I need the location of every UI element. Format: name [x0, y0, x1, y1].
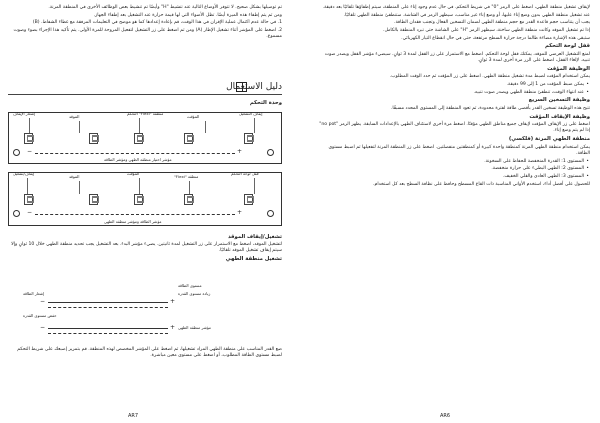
zone-display: [24, 194, 33, 205]
bullet-item: • يمكن ضبط المؤقت من 1 إلى 99 دقيقة.: [316, 82, 590, 88]
panel-caption: مؤشر الطاقة ومؤشر منطقة الطهي: [104, 219, 162, 224]
page-number: AR6: [440, 412, 451, 419]
manual-title: دليل الاستعمال: [226, 82, 282, 92]
leader-line: [79, 181, 80, 194]
lock-button[interactable]: [267, 149, 274, 156]
control-panel-diagram-1: [8, 112, 282, 164]
lock-button[interactable]: [267, 210, 274, 217]
leader-line: [139, 118, 140, 133]
minus-icon[interactable]: −: [27, 209, 33, 216]
panel-label: منطقة "Flexi" التحكم: [127, 111, 164, 116]
paragraph: يمكن استخدام المؤقت لضبط مدة تشغيل منطقة الطهي. اضغط على زر المؤقت ثم حدد الوقت المطلوب.: [389, 74, 590, 80]
panel-label: الموقد: [69, 174, 80, 179]
panel-label: منطقة "Flexi": [174, 174, 199, 179]
leader-line: [79, 121, 80, 133]
paragraph: للحصول على أفضل أداء، استخدم الأواني المناسبة ذات القاع المسطح وحافظ على نظافة السطح بعد كل استخدام.: [373, 181, 590, 187]
paragraph: لإيقاف تشغيل منطقة الطهي، اضغط على الرمز "0" في شريط التحكم. في حال عدم وجود إناء على المنطقة، سيتم إطفاؤها تلقائيًا بعد دقيقة.: [322, 5, 590, 10]
bullet-item: • المستوى 2: الطهي البطيء على حرارة منخفضة.: [316, 166, 590, 172]
page-number: AR7: [128, 412, 139, 419]
panel-label: إشعار الإيقاف: [13, 111, 36, 116]
paragraph: يجب أن يتناسب حجم قاعدة القدر مع حجم منطقة الطهي لضمان التسخين الفعال وتجنب فقدان الطاقة.: [393, 20, 590, 26]
zone-display: [134, 194, 143, 205]
minus-icon: −: [40, 298, 46, 305]
bullet-item: • المستوى 1: القدرة المنخفضة للحفاظ على السخونة.: [316, 159, 590, 165]
zone-display: [184, 133, 193, 144]
leader-line: [254, 178, 255, 194]
diagram-label: إشعار الطاقة: [23, 291, 45, 296]
leader-line: [27, 178, 28, 194]
leader-line: [29, 118, 30, 133]
zone-display: [89, 133, 98, 144]
paragraph: لمنع التشغيل العرضي للموقد، يمكنك قفل لوحة التحكم. اضغط مع الاستمرار على زر القفل لمدة 3 ثوانٍ. سيضيء مؤشر القفل ويصدر صوت تنبيه. لإلغاء القفل، اضغط على الزر مرة أخرى لمدة 3 ثوانٍ.: [324, 52, 590, 64]
paragraph: تم توصيلها بشكل صحيح. لا تتوفر الأوضاع التالية عند تنشيط "H" وأيضًا تم تنشيط بعض الوظائف الأخرى في المنطقة المرنة.: [48, 5, 282, 10]
section-heading: وحدة التحكم: [249, 99, 282, 106]
paragraph: ومن ثم يتم إطفاء هذه الميزة أيضًا. تظل الأضواء التي لها قيمة حرارة عند التشغيل بعد إطفاء الجهاز.: [93, 12, 282, 18]
leader-line: [139, 178, 140, 194]
zone-display: [24, 133, 33, 144]
diagram-label: مؤشر منطقة الطهي: [178, 325, 211, 330]
power-bar-scale: [48, 307, 168, 308]
right-page: [300, 0, 600, 423]
paragraph: عند تشغيل منطقة الطهي بدون وضع إناء عليها، أو وضع إناء غير مناسب، سيظهر الرمز في الشاشة. ستنطفئ منطقة الطهي تلقائيًا.: [343, 12, 590, 18]
panel-label: إيقاف التشغيل: [239, 111, 263, 116]
paragraph: اضغط على زر الإيقاف المؤقت لإيقاف جميع مناطق الطهي مؤقتًا. اضغط مرة أخرى لاستئناف الطهي بالإعدادات السابقة. يظهر الرمز "no pot" إذا لم يتم وضع إناء.: [319, 122, 590, 134]
plus-icon: +: [170, 324, 176, 331]
panel-label: قفل لوحة التحكم: [231, 171, 259, 176]
minus-icon[interactable]: −: [27, 148, 33, 155]
power-bar-scale: [48, 333, 168, 334]
section-heading: قفل لوحة التحكم: [544, 43, 590, 50]
zone-display: [244, 194, 253, 205]
paragraph: إذا تم تشغيل الموقد وكانت منطقة الطهي ساخنة، سيظهر الرمز "H" على الشاشة حتى تبرد المنطقة بالكامل.: [383, 28, 590, 34]
power-bar: [48, 302, 168, 303]
control-panel-diagram-2: [8, 172, 282, 226]
section-heading: منطقة الطهي المرنة (فلكسي): [508, 136, 590, 143]
right-column: [316, 5, 590, 189]
paragraph: تتيح هذه الوظيفة تسخين القدر بأقصى طاقة لفترة محدودة، ثم تعود المنطقة إلى المستوى المحدد مسبقًا.: [390, 106, 590, 112]
panel-label: إيقاف/تشغيل: [13, 171, 35, 176]
power-button[interactable]: [13, 149, 20, 156]
bottom-text: [8, 347, 282, 361]
panel-caption: مؤشر اختيار منطقة الطهي ومؤشر الطاقة: [104, 157, 172, 162]
power-bar: [48, 328, 168, 329]
panel-label: الموقد: [69, 114, 80, 119]
bullet-item: • عند انتهاء الوقت، تنطفئ منطقة الطهي ويصدر صوت تنبيه.: [316, 90, 590, 96]
paragraph: لتشغيل الموقد، اضغط مع الاستمرار على زر التشغيل لمدة ثانيتين. يضيء مؤشر البدء. بعد التشغيل يجب تحديد منطقة الطهي خلال 10 ثوانٍ وإلا سيتم إيقاف تشغيل الموقد تلقائيًا.: [11, 242, 282, 254]
paragraph: ضع القدر المناسب على منطقة الطهي المراد تشغيلها، ثم اضغط على المؤشر المخصص لهذه المنطقة. قم بتمرير إصبعك على شريط التحكم لضبط مستوى الطاقة المطلوب، أو اضغط على مستوى معين مباشرة.: [17, 347, 282, 359]
power-slider[interactable]: [35, 153, 235, 154]
intro-text: [8, 5, 282, 42]
section-heading: وظيفة الإيقاف المؤقت: [529, 113, 590, 120]
paragraph: يمكن استخدام منطقة الطهي المرنة كمنطقة واحدة كبيرة أو كمنطقتين منفصلتين. اضغط على زر المنطقة المرنة لتفعيلها ثم اضبط مستوى الطاقة.: [328, 144, 590, 156]
power-button[interactable]: [13, 210, 20, 217]
zone-display: [89, 194, 98, 205]
panel-label: المؤقت: [187, 114, 200, 119]
bullet-item: • المستوى 3: الطهي العادي والقلي الخفيف.: [316, 174, 590, 180]
subheading: تشغيل منطقة الطهي: [225, 255, 282, 262]
switch-on-section: [8, 232, 282, 264]
leader-line: [205, 121, 206, 133]
section-heading: الوظيفة المؤقت: [547, 65, 590, 72]
zone-display: [244, 133, 253, 144]
paragraph: 2. اضغط على المؤشر أثناء تشغيل الإطار (A) ومن ثم اضغط على زر التشغيل لتفعيل المروحة للمرة الأولى. يتم تأكيد هذا الإجراء بضوء وصوت مسموع.: [13, 28, 282, 40]
plus-icon[interactable]: +: [237, 209, 243, 216]
subheading: تشغيل/إيقاف الموقد: [227, 233, 282, 240]
zone-display: [184, 194, 193, 205]
section-heading: وظيفة التسخين السريع: [528, 97, 590, 104]
minus-icon: −: [40, 324, 46, 331]
panel-label: المؤقت: [127, 171, 140, 176]
paragraph: 1. في حالة عدم اكتمال عملية الإقران في هذا الوقت، قم بإعادة إعدادها كما هو موضح في التعليمات المرفقة مع غطاء الشفاط. (B): [32, 20, 282, 26]
diagram-label: زيادة مستوى القدرة: [178, 291, 211, 296]
title-divider: [8, 94, 282, 95]
paragraph: ستبقى هذه الإشارة مضاءة طالما درجة حرارة السطح مرتفعة، حتى في حال انقطاع التيار الكهربائي.: [401, 35, 590, 41]
control-unit-heading-wrap: [8, 98, 282, 108]
zone-display: [134, 133, 143, 144]
plus-icon[interactable]: +: [237, 148, 243, 155]
plus-icon: +: [170, 298, 176, 305]
power-slider[interactable]: [35, 214, 235, 215]
diagram-label: خفض مستوى القدرة: [23, 313, 57, 318]
power-level-diagram: [8, 280, 278, 342]
leader-line: [189, 181, 190, 194]
diagram-label: مستوى الطاقة: [178, 283, 202, 288]
leader-line: [254, 118, 255, 133]
